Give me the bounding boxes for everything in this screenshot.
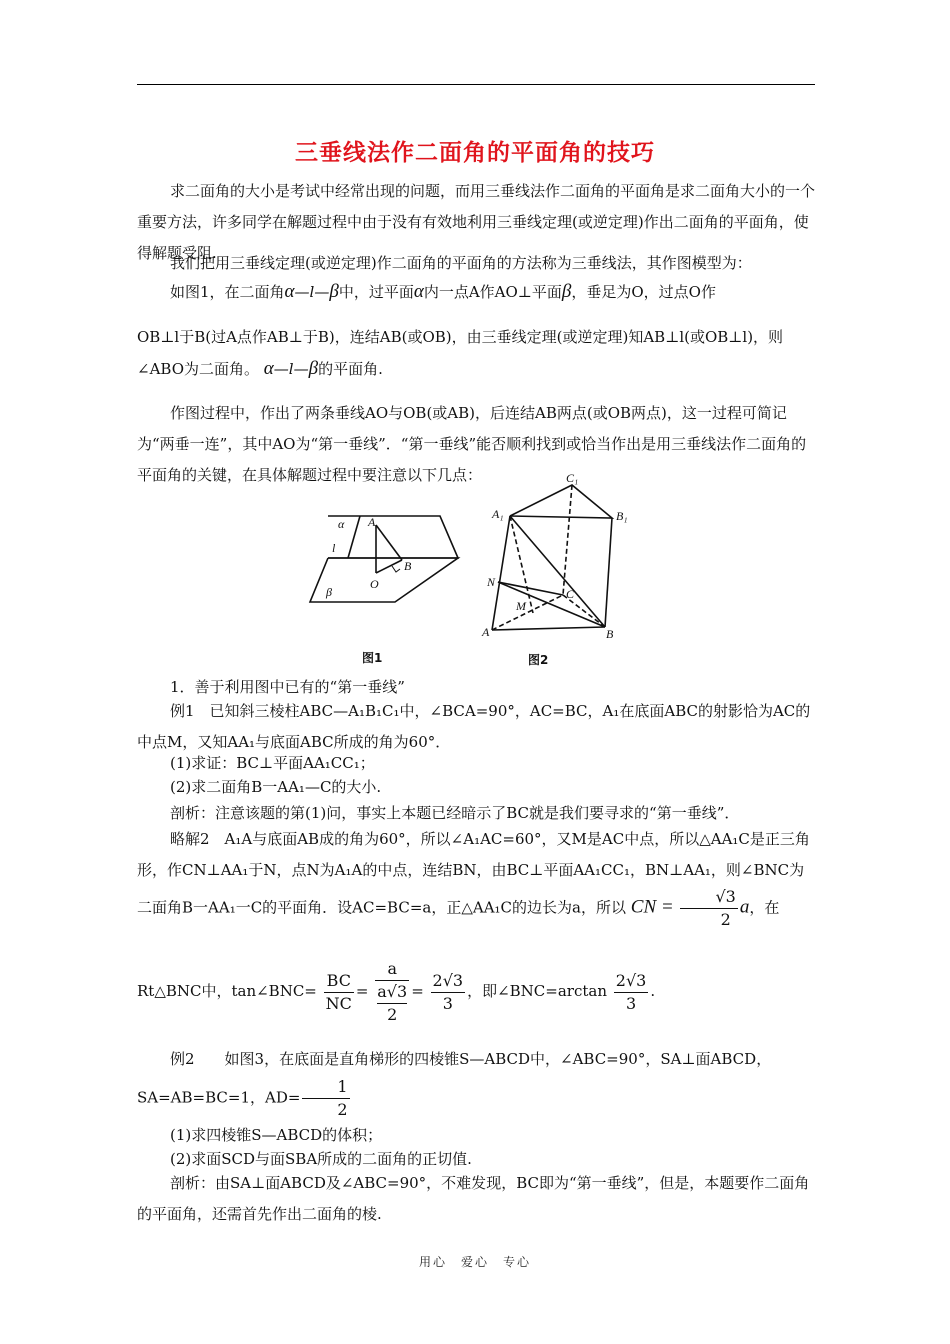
fig1-label-O: O	[370, 577, 379, 591]
fig1-label-l: l	[332, 541, 336, 555]
intro-paragraph-5: 作图过程中，作出了两条垂线AO与OB(或AB)，后连结AB两点(或OB两点)，这一过程可简记为“两垂一连”，其中AO为“第一垂线”．“第一垂线”能否顺利找到或恰当作出是用三垂线法作二面角的平面角的关键，在具体解题过程中要注意以下几点：	[137, 404, 807, 484]
example1-analysis: 剖析：注意该题的第(1)问，事实上本题已经暗示了BC就是我们要寻求的“第一垂线”．	[170, 804, 740, 822]
page-title: 三垂线法作二面角的平面角的技巧	[295, 139, 655, 166]
arctan-fraction: $\frac{2√3}{3}$	[615, 970, 647, 1013]
plane-alpha	[328, 516, 458, 558]
section1-heading: 1．善于利用图中已有的“第一垂线”	[170, 678, 405, 696]
tan-fraction-a: a a√3 2	[377, 959, 408, 1024]
intro-paragraph-4: OB⊥l于B(过A点作AB⊥于B)，连结AB(或OB)，由三垂线定理(或逆定理)知AB⊥l(或OB⊥l)，则∠ABO为二面角。 α—l—β的平面角.	[137, 328, 784, 379]
edge-AB	[492, 627, 605, 630]
tan-fraction-result: $\frac{2√3}{3}$	[432, 970, 464, 1013]
cn-fraction: $\frac{√3}{2}$	[680, 886, 737, 931]
fig2-label-C: C	[566, 587, 575, 601]
edge-l	[348, 516, 360, 558]
segment-NC	[498, 582, 563, 595]
example1-statement: 例1 已知斜三棱柱ABC—A₁B₁C₁中，∠BCA=90°，AC=BC，A₁在底面ABC的射影恰为AC的中点M，又知AA₁与底面ABC所成的角为60°．	[137, 702, 811, 751]
tan-formula-line: Rt△BNC中，tan∠BNC= $\frac{BC}{NC}$ = a a√3 2 = $\frac{2√3}{3}$ ，即∠BNC=arctan $\frac{2√3}{3}$ .	[137, 959, 656, 1024]
header-rule	[137, 84, 815, 85]
intro-paragraph-1: 求二面角的大小是考试中经常出现的问题，而用三垂线法作二面角的平面角是求二面角大小的一个重要方法，许多同学在解题过程中由于没有有效地利用三垂线定理(或逆定理)作出二面角的平面角，使得解题受阻.	[137, 182, 816, 262]
edge-A1A	[492, 516, 510, 630]
edge-AC	[492, 595, 563, 630]
fig1-label-A: A	[368, 515, 376, 529]
figure-1	[310, 516, 458, 602]
fig1-label-alpha: α	[338, 517, 345, 531]
figure-2	[492, 485, 612, 630]
segment-NB	[498, 582, 605, 627]
fig2-label-B1: B₁	[616, 509, 628, 523]
intro-paragraph-3: 如图1，在二面角α—l—β中，过平面α内一点A作AO⊥平面β，垂足为O，过点O作	[170, 281, 716, 302]
segment-AB	[376, 525, 402, 560]
example2-analysis: 剖析：由SA⊥面ABCD及∠ABC=90°，不难发现，BC即为“第一垂线”，但是，本题要作二面角的平面角，还需首先作出二面角的棱.	[137, 1174, 810, 1223]
fig2-label-A: A	[482, 625, 490, 639]
fig2-caption: 图2	[528, 653, 549, 667]
example1-solution: 略解2 A₁A与底面AB成的角为60°，所以∠A₁AC=60°，又M是AC中点，所以△AA₁C是正三角形，作CN⊥AA₁于N，点N为A₁A的中点，连结BN，由BC⊥平面AA₁CC₁，BN⊥AA₁，则∠BNC为二面角B一AA₁一C的平面角．设AC=BC=a，正△AA₁C的边长为a，所以 CN = $\frac{√3}{2}$ a，在	[137, 830, 810, 929]
top-face	[510, 485, 612, 518]
tan-fraction-bc-nc: $\frac{BC}{NC}$	[325, 970, 352, 1013]
example2-question-2: (2)求面SCD与面SBA所成的二面角的正切值.	[170, 1150, 472, 1168]
example1-question-1: (1)求证：BC⊥平面AA₁CC₁；	[170, 754, 375, 772]
plane-beta-outline	[310, 558, 458, 602]
fig2-label-A1: A₁	[492, 507, 504, 521]
figures	[300, 470, 640, 670]
fig2-label-M: M	[516, 599, 526, 613]
ad-fraction: $\frac{1}{2}$	[302, 1076, 349, 1121]
right-angle-mark	[392, 566, 400, 572]
example2-statement: 例2 如图3，在底面是直角梯形的四棱锥S—ABCD中，∠ABC=90°，SA⊥面ABCD，SA=AB=BC=1，AD= $\frac{1}{2}$	[137, 1050, 772, 1119]
page-footer: 用心 爱心 专心	[418, 1255, 531, 1269]
example1-question-2: (2)求二面角B一AA₁—C的大小.	[170, 778, 382, 796]
fig2-label-C1: C₁	[566, 471, 579, 485]
fig2-label-B: B	[606, 627, 614, 641]
fig1-label-B: B	[404, 559, 412, 573]
edge-B1B	[605, 518, 612, 627]
example2-question-1: (1)求四棱锥S—ABCD的体积；	[170, 1126, 383, 1144]
fig1-label-beta: β	[326, 585, 332, 599]
fig1-caption: 图1	[362, 651, 383, 665]
intro-paragraph-2: 我们把用三垂线定理(或逆定理)作二面角的平面角的方法称为三垂线法，其作图模型为：	[170, 254, 752, 272]
fig2-label-N: N	[487, 575, 496, 589]
